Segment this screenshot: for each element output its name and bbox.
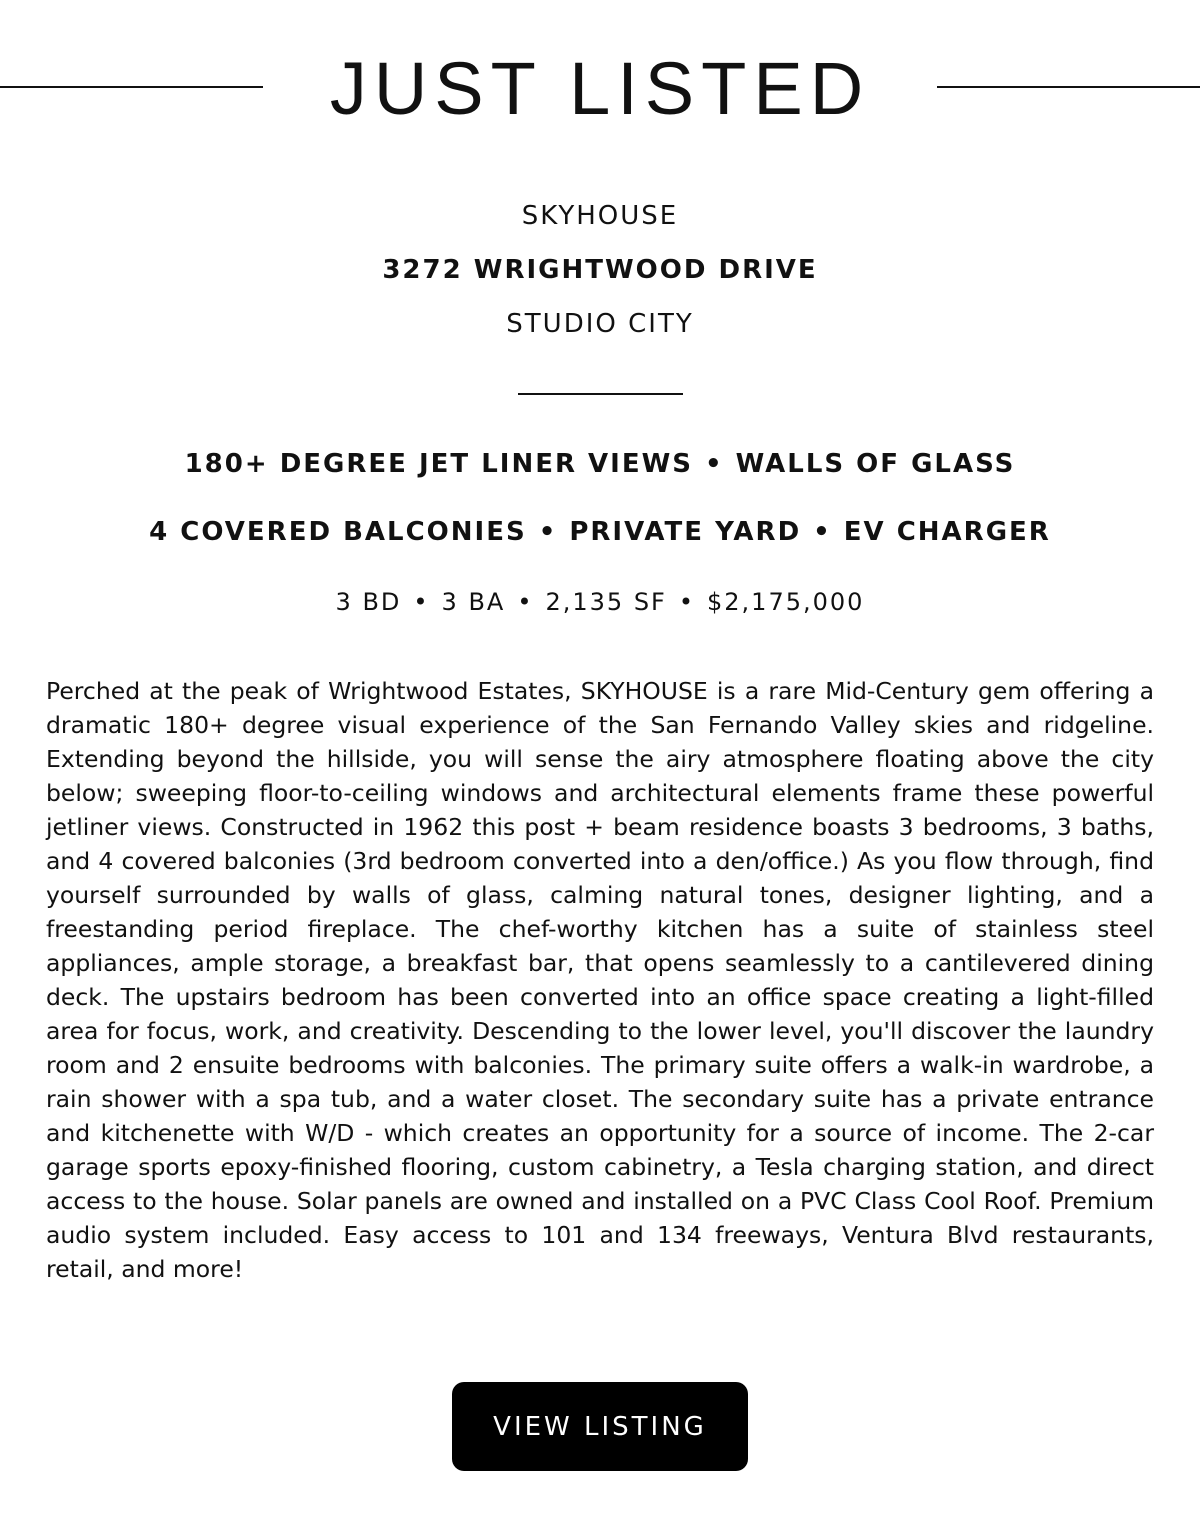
features-line-1 xyxy=(0,446,1200,482)
feature-item: 4 COVERED BALCONIES xyxy=(149,517,527,547)
header xyxy=(0,44,1200,134)
header-rule-left xyxy=(0,86,263,88)
section-divider xyxy=(518,393,683,395)
feature-item: PRIVATE YARD xyxy=(569,517,802,547)
property-address: 3272 WRIGHTWOOD DRIVE xyxy=(382,255,818,285)
property-stats xyxy=(0,584,1200,620)
feature-item: EV CHARGER xyxy=(843,517,1051,547)
property-name: SKYHOUSE xyxy=(521,201,679,231)
header-rule-right xyxy=(937,86,1200,88)
property-city: STUDIO CITY xyxy=(506,309,694,339)
separator-dot: • xyxy=(538,517,558,547)
stat-baths: 3 BA xyxy=(441,588,506,616)
separator-dot: • xyxy=(678,588,696,616)
feature-item: WALLS OF GLASS xyxy=(735,449,1016,479)
page-title: JUST LISTED xyxy=(329,47,871,130)
stat-sqft: 2,135 SF xyxy=(545,588,667,616)
view-listing-button[interactable]: VIEW LISTING xyxy=(452,1382,748,1471)
stat-price: $2,175,000 xyxy=(707,588,865,616)
property-description: Perched at the peak of Wrightwood Estates, SKYHOUSE is a rare Mid-Century gem offering a dramatic 180+ degree visual experience of the San Fernando Valley skies and ridgeline. Extending beyond the hillside, you will sense the airy atmosphere floating above the city below; sweeping floor-to-ceiling windows and architectural elements frame these powerful jetliner views. Constructed in 1962 this post + beam residence boasts 3 bedrooms, 3 baths, and 4 covered balconies (3rd bedroom converted into a den/office.) As you flow through, find yourself surrounded by walls of glass, calming natural tones, designer lighting, and a freestanding period fireplace. The chef-worthy kitchen has a suite of stainless steel appliances, ample storage, a breakfast bar, that opens seamlessly to a cantilevered dining deck. The upstairs bedroom has been converted into an office space creating a light-filled area for focus, work, and creativity. Descending to the lower level, you'll discover the laundry room and 2 ensuite bedrooms with balconies. The primary suite offers a walk-in wardrobe, a rain shower with a spa tub, and a water closet. The secondary suite has a private entrance and kitchenette with W/D - which creates an opportunity for a source of income. The 2-car garage sports epoxy-finished flooring, custom cabinetry, a Tesla charging station, and direct access to the house. Solar panels are owned and installed on a PVC Class Cool Roof. Premium audio system included. Easy access to 101 and 134 freeways, Ventura Blvd restaurants, retail, and more! xyxy=(46,677,1154,1283)
separator-dot: • xyxy=(813,517,832,547)
features-line-2 xyxy=(0,514,1200,550)
stat-beds: 3 BD xyxy=(335,588,402,616)
separator-dot: • xyxy=(413,588,430,616)
feature-item: 180+ DEGREE JET LINER VIEWS xyxy=(184,449,693,479)
separator-dot: • xyxy=(705,449,724,479)
separator-dot: • xyxy=(517,588,534,616)
